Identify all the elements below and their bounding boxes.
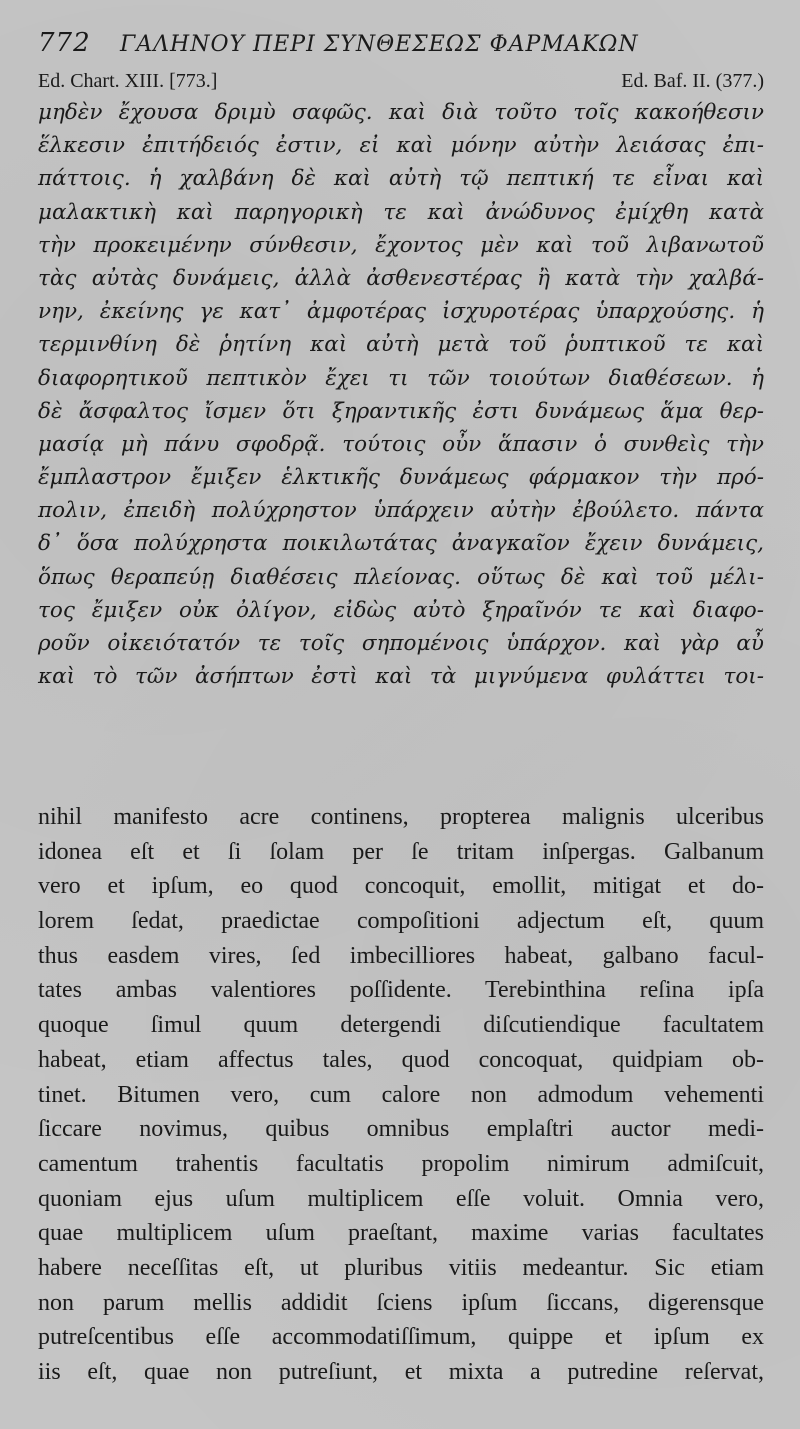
edition-basel-reference: Ed. Baf. II. (377.) [621, 69, 764, 92]
edition-chartier-reference: Ed. Chart. XIII. [773.] [38, 69, 218, 92]
latin-line: tates ambas valentiores poſſidente. Terebinthina reſina ipſa [38, 977, 764, 1004]
greek-line: μαλακτικὴ καὶ παρηγορικὴ τε καὶ ἀνώδυνος ἐμίχθη κατὰ [38, 199, 764, 225]
latin-line: tinet. Bitumen vero, cum calore non admodum vehementi [38, 1081, 764, 1108]
greek-line: διαφορητικοῦ πεπτικὸν ἔχει τι τῶν τοιούτων διαθέσεων. ἡ [38, 365, 764, 391]
running-head [38, 28, 764, 66]
latin-text-block [38, 800, 764, 1390]
latin-line: non parum mellis addidit ſciens ipſum ſiccans, digerensque [38, 1289, 764, 1316]
greek-line: ἔμπλαστρον ἔμιξεν ἑλκτικῆς δυνάμεως φάρμακον τὴν πρό- [38, 465, 764, 491]
greek-line: τὴν προκειμένην σύνθεσιν, ἔχοντος μὲν καὶ τοῦ λιβανωτοῦ [38, 232, 764, 258]
greek-line: τερμινθίνη δὲ ῥητίνη καὶ αὐτὴ μετὰ τοῦ ῥυπτικοῦ τε καὶ [38, 332, 764, 358]
latin-line: putreſcentibus eſſe accommodatiſſimum, quippe et ipſum ex [38, 1324, 764, 1351]
greek-text-block [38, 96, 764, 693]
latin-line: idonea eſt et ſi ſolam per ſe tritam inſpergas. Galbanum [38, 838, 764, 865]
greek-line: ἕλκεσιν ἐπιτήδειός ἐστιν, εἰ καὶ μόνην αὐτὴν λειάσας ἐπι- [38, 133, 764, 159]
greek-line: δ᾽ ὅσα πολύχρηστα ποικιλωτάτας ἀναγκαῖον ἔχειν δυνάμεις, [38, 531, 764, 557]
running-title: ΓΑΛΗΝΟΥ ΠΕΡΙ ΣΥΝΘΕΣΕΩΣ ΦΑΡΜΑΚΩΝ [120, 32, 639, 57]
latin-line: quoque ſimul quum detergendi diſcutiendique facultatem [38, 1012, 764, 1039]
latin-line: quae multiplicem uſum praeſtant, maxime varias facultates [38, 1220, 764, 1247]
latin-line: ſiccare novimus, quibus omnibus emplaſtri auctor medi- [38, 1116, 764, 1143]
greek-line: δὲ ἄσφαλτος ἴσμεν ὅτι ξηραντικῆς ἐστι δυνάμεως ἅμα θερ- [38, 398, 764, 424]
greek-line: πάττοις. ἡ χαλβάνη δὲ καὶ αὐτὴ τῷ πεπτική τε εἶναι καὶ [38, 166, 764, 192]
greek-line: μηδὲν ἔχουσα δριμὺ σαφῶς. καὶ διὰ τοῦτο τοῖς κακοήθεσιν [38, 100, 764, 125]
latin-line: nihil manifesto acre continens, propterea malignis ulceribus [38, 804, 764, 830]
greek-line: ὅπως θεραπεύῃ διαθέσεις πλείονας. οὕτως δὲ καὶ τοῦ μέλι- [38, 564, 764, 590]
edition-references [38, 66, 764, 96]
greek-line: τος ἔμιξεν οὐκ ὀλίγον, εἰδὼς αὐτὸ ξηραῖνόν τε καὶ διαφο- [38, 597, 764, 623]
latin-line: vero et ipſum, eo quod concoquit, emollit, mitigat et do- [38, 873, 764, 900]
latin-line: camentum trahentis facultatis propolim nimirum admiſcuit, [38, 1150, 764, 1177]
latin-line: iis eſt, quae non putreſiunt, et mixta a putredine reſervat, [38, 1359, 764, 1385]
latin-line: habeat, etiam affectus tales, quod concoquat, quidpiam ob- [38, 1046, 764, 1073]
greek-line: καὶ τὸ τῶν ἀσήπτων ἐστὶ καὶ τὰ μιγνύμενα φυλάττει τοι- [38, 664, 764, 690]
latin-line: habere neceſſitas eſt, ut pluribus vitiis medeantur. Sic etiam [38, 1254, 764, 1281]
greek-line: πολιν, ἐπειδὴ πολύχρηστον ὑπάρχειν αὐτὴν ἐβούλετο. πάντα [38, 498, 764, 524]
greek-line: ροῦν οἰκειότατόν τε τοῖς σηπομένοις ὑπάρχον. καὶ γὰρ αὖ [38, 631, 764, 656]
greek-line: τὰς αὐτὰς δυνάμεις, ἀλλὰ ἀσθενεστέρας ἢ κατὰ τὴν χαλβά- [38, 265, 764, 291]
latin-line: lorem ſedat, praedictae compoſitioni adjectum eſt, quum [38, 908, 764, 935]
greek-line: νην, ἐκείνης γε κατ᾽ ἀμφοτέρας ἰσχυροτέρας ὑπαρχούσης. ἡ [38, 299, 764, 325]
page-number: 772 [38, 28, 91, 58]
latin-line: thus easdem vires, ſed imbecilliores habeat, galbano facul- [38, 942, 764, 969]
latin-line: quoniam ejus uſum multiplicem eſſe voluit. Omnia vero, [38, 1185, 764, 1212]
greek-line: μασίᾳ μὴ πάνυ σφοδρᾷ. τούτοις οὖν ἅπασιν ὁ συνθεὶς τὴν [38, 431, 764, 457]
